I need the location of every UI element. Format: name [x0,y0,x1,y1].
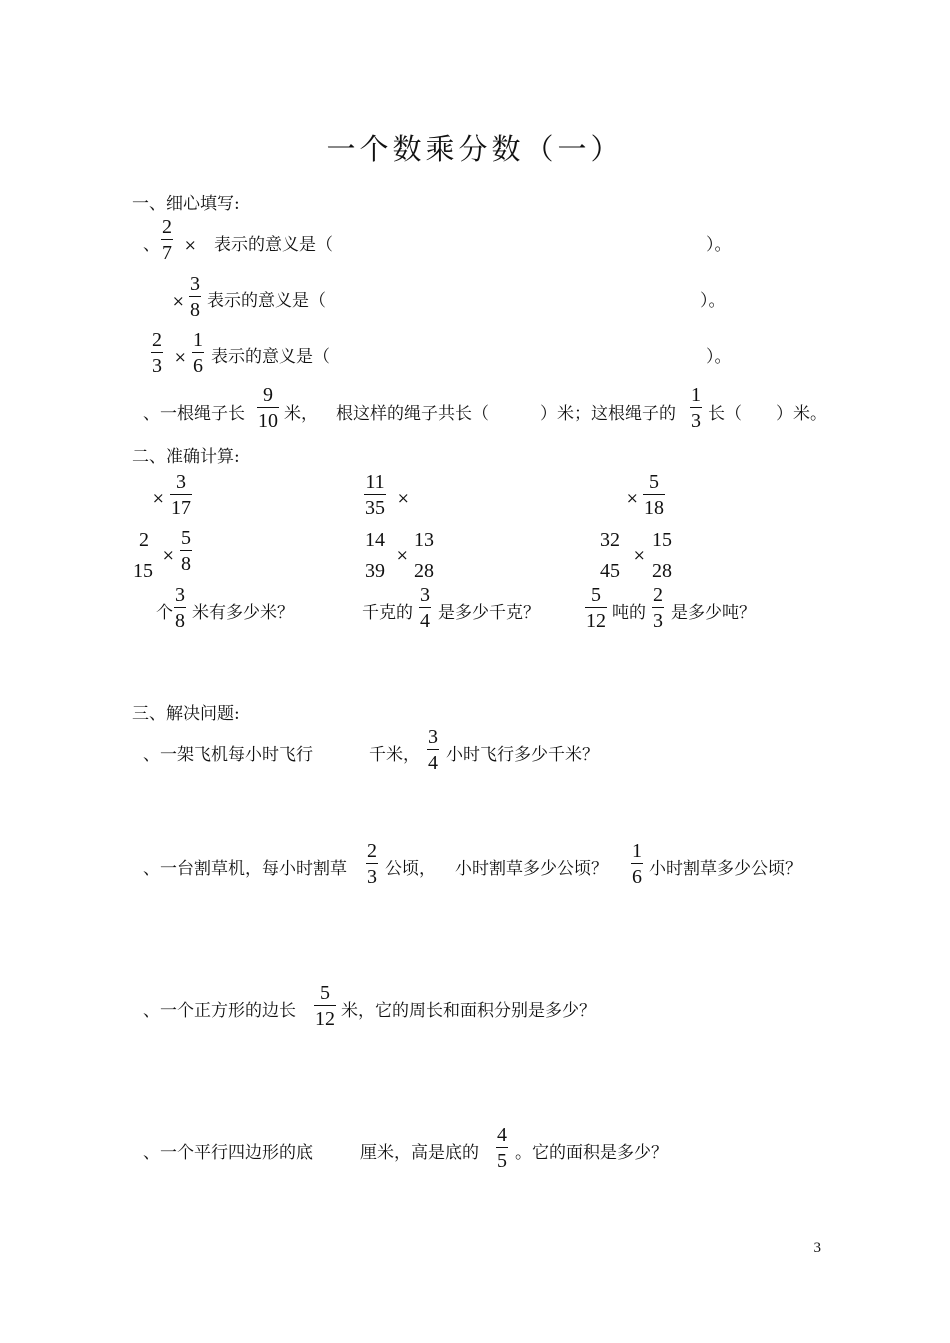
c6-a-bottom: 45 [600,560,620,582]
c8-fraction [419,585,431,631]
p3-text-2: 米，它的周长和面积分别是多少？ [341,1001,596,1021]
c2-fraction [364,472,386,518]
c7-prefix: 个 [156,603,173,623]
q1-prefix: 、 [143,235,160,255]
q4b-numerator: 1 [691,384,701,406]
q2-times: × [172,292,185,310]
c2-times: × [397,489,410,507]
p2-text-2: 公顷， [385,859,436,879]
q3-fraction-b [192,330,204,376]
section-2-heading: 二、准确计算: [132,447,240,467]
c8-post: 是多少千克？ [438,603,540,623]
q1-fraction [161,217,173,263]
q4-text-2: 根这样的绳子共长（ [336,404,489,424]
c3-denominator: 18 [644,497,664,519]
c9-mid: 吨的 [612,603,646,623]
q2-text: 表示的意义是（ [207,291,326,311]
c7-denominator: 8 [175,610,185,632]
c3-times: × [626,489,639,507]
c8-denominator: 4 [420,610,430,632]
q4-fraction-a [257,385,279,431]
q1-text: 表示的意义是（ [214,235,333,255]
p4-denominator: 5 [497,1150,507,1172]
p1-text-3: 小时飞行多少千米？ [446,745,599,765]
c9-post: 是多少吨？ [671,603,756,623]
c8-prefix: 千克的 [362,603,413,623]
c4-a-top: 2 [139,529,149,551]
p2b-denominator: 6 [632,866,642,888]
q3-end: ）。 [706,347,732,367]
p4-text-2: 厘米，高是底的 [360,1143,479,1163]
c7-numerator: 3 [175,584,185,606]
c5-times: × [396,546,409,564]
page-number: 3 [813,1240,821,1256]
c6-a-top: 32 [600,529,620,551]
page-title: 一个数乘分数（一） [326,132,624,166]
p1-fraction [427,727,439,773]
p1-denominator: 4 [428,752,438,774]
c6-b-bottom: 28 [652,560,672,582]
q3-text: 表示的意义是（ [211,347,330,367]
p2-fraction-a [366,841,378,887]
section-3-heading: 三、解决问题: [132,704,240,724]
c5-b-bottom: 28 [414,560,434,582]
p2a-numerator: 2 [367,840,377,862]
c9-fraction-b [652,585,664,631]
c9a-denominator: 12 [586,610,606,632]
q1-times: × [184,236,197,254]
p3-denominator: 12 [315,1008,335,1030]
q3a-denominator: 3 [152,355,162,377]
q3b-denominator: 6 [193,355,203,377]
c4-a-bottom: 15 [133,560,153,582]
c2-numerator: 11 [365,471,385,493]
p2-text-1: 、一台割草机，每小时割草 [143,859,347,879]
c3-numerator: 5 [649,471,659,493]
c9-fraction-a [585,585,607,631]
c4-fraction-b [180,528,192,574]
p4-fraction [496,1125,508,1171]
c4b-denominator: 8 [181,553,191,575]
p1-numerator: 3 [428,726,438,748]
c4-times: × [162,546,175,564]
q2-end: ）。 [700,291,726,311]
c6-times: × [633,546,646,564]
q2-numerator: 3 [190,273,200,295]
c3-fraction [643,472,665,518]
c7-post: 米有多少米？ [192,603,294,623]
p2-text-3: 小时割草多少公顷？ [455,859,608,879]
q2-denominator: 8 [190,299,200,321]
p3-numerator: 5 [320,982,330,1004]
c9b-numerator: 2 [653,584,663,606]
c9a-numerator: 5 [591,584,601,606]
q4-fraction-b [690,385,702,431]
q3b-numerator: 1 [193,329,203,351]
c8-numerator: 3 [420,584,430,606]
q3-times: × [174,348,187,366]
p2-text-4: 小时割草多少公顷？ [649,859,802,879]
p3-fraction [314,983,336,1029]
q2-fraction [189,274,201,320]
c9b-denominator: 3 [653,610,663,632]
c5-a-bottom: 39 [365,560,385,582]
c2-denominator: 35 [365,497,385,519]
p3-text-1: 、一个正方形的边长 [143,1001,296,1021]
c5-a-top: 14 [365,529,385,551]
q4a-denominator: 10 [258,410,278,432]
c5-b-top: 13 [414,529,434,551]
q4-prefix: 、一根绳子长 [143,404,245,424]
q4-text-4: 长（ [708,404,742,424]
q3-fraction-a [151,330,163,376]
c7-fraction [174,585,186,631]
q4-text-1: 米， [284,404,318,424]
p4-text-1: 、一个平行四边形的底 [143,1143,313,1163]
q3a-numerator: 2 [152,329,162,351]
p4-text-3: 。它的面积是多少？ [515,1143,668,1163]
p2-fraction-b [631,841,643,887]
c1-numerator: 3 [176,471,186,493]
q4a-numerator: 9 [263,384,273,406]
p1-text-2: 千米， [369,745,420,765]
q4b-denominator: 3 [691,410,701,432]
c6-b-top: 15 [652,529,672,551]
p2b-numerator: 1 [632,840,642,862]
c4b-numerator: 5 [181,527,191,549]
p4-numerator: 4 [497,1124,507,1146]
q1-end: ）。 [706,235,732,255]
q4-text-3: ）米；这根绳子的 [540,404,676,424]
section-1-heading: 一、细心填写: [132,194,240,214]
q4-text-5: ）米。 [776,404,827,424]
p2a-denominator: 3 [367,866,377,888]
p1-text-1: 、一架飞机每小时飞行 [143,745,313,765]
q1-numerator: 2 [162,216,172,238]
q1-denominator: 7 [162,242,172,264]
c1-fraction [170,472,192,518]
c1-denominator: 17 [171,497,191,519]
c1-times: × [152,489,165,507]
